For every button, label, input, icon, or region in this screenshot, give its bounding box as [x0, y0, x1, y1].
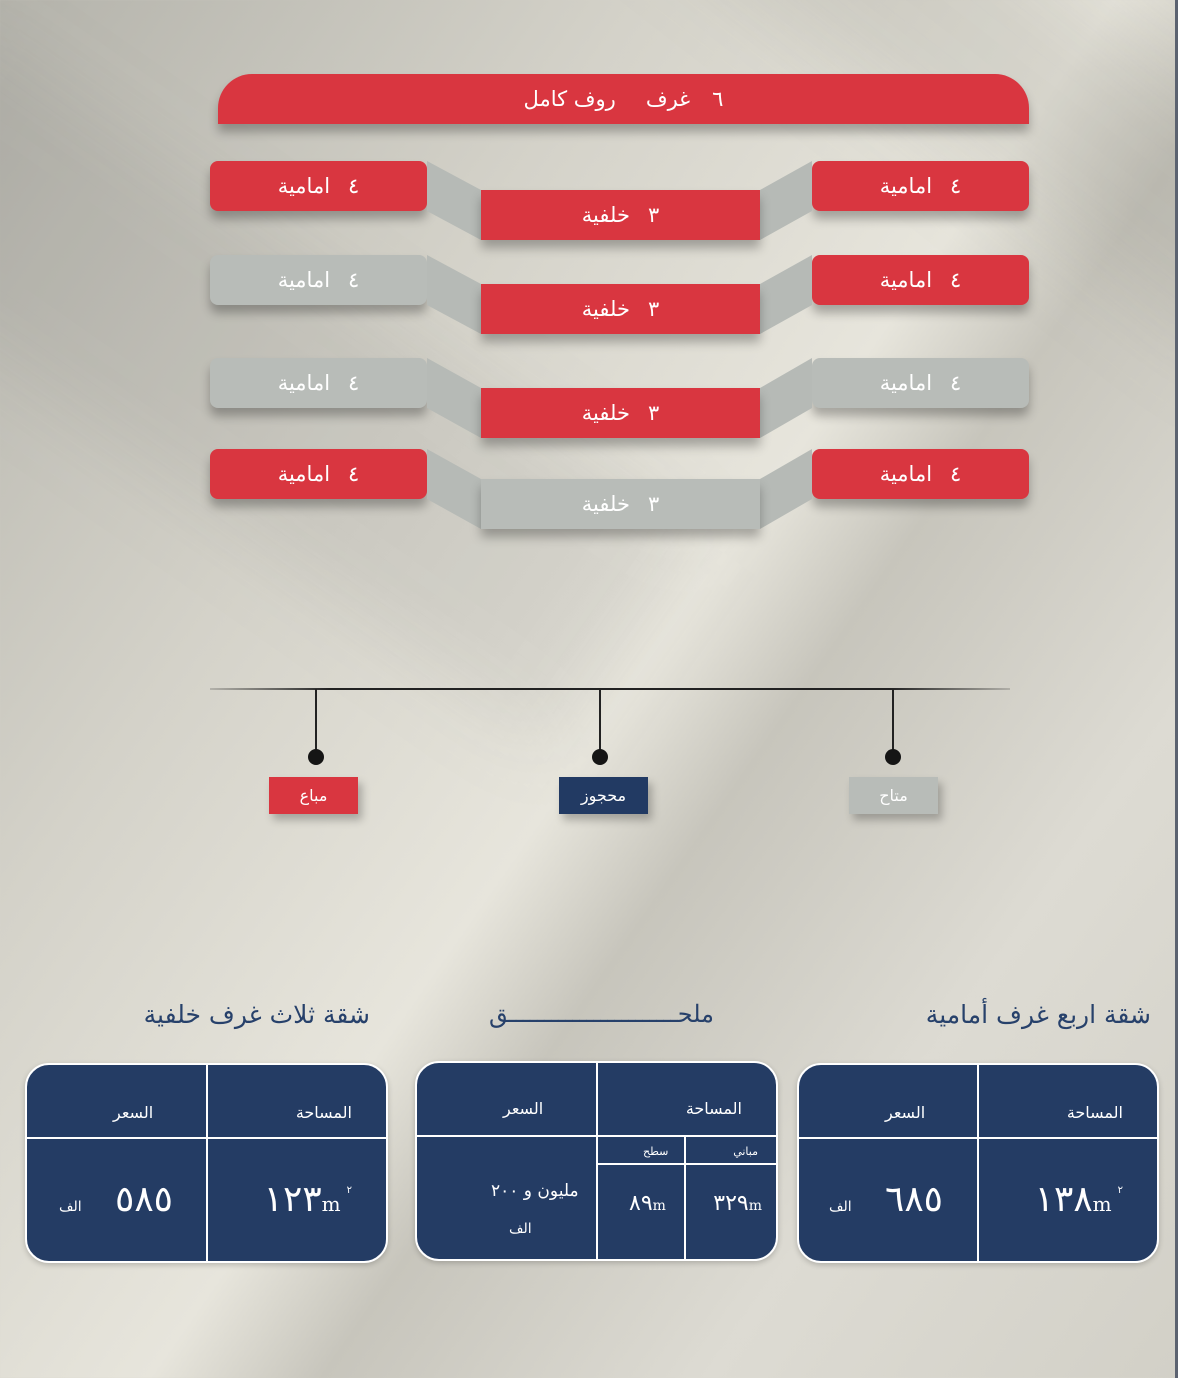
building-label: مباني — [733, 1145, 758, 1158]
unit-rooms: ٤ — [348, 268, 360, 292]
price-value: ٦٨٥ — [885, 1179, 944, 1220]
price-unit: الف — [829, 1199, 852, 1215]
unit-label: امامية — [277, 462, 331, 486]
card-title-front4: شقة اربع غرف أمامية — [925, 1000, 1151, 1029]
unit-label: خلفية — [581, 203, 630, 227]
unit-label: خلفية — [581, 297, 630, 321]
unit-label: امامية — [277, 371, 331, 395]
unit-floor1-left[interactable] — [210, 161, 427, 211]
roof-area: ٨٩m — [629, 1191, 666, 1216]
price-header: السعر — [503, 1099, 544, 1118]
price-header: السعر — [113, 1103, 154, 1122]
roof-label: روف كامل — [523, 87, 616, 111]
area-value: $١٢٣m^٢$ — [263, 1179, 352, 1220]
card-title-annex: ملحــــــــــــــــــــــــق — [488, 1000, 714, 1028]
legend-sold: مباع — [269, 777, 358, 814]
legend-stem — [315, 689, 317, 755]
legend-dot — [885, 749, 901, 765]
legend-dot — [592, 749, 608, 765]
unit-label: امامية — [879, 174, 933, 198]
unit-rooms: ٤ — [950, 268, 962, 292]
connector-right — [760, 358, 812, 438]
legend-reserved: محجوز — [559, 777, 648, 814]
price-unit: الف — [59, 1199, 82, 1215]
area-header: المساحة — [295, 1103, 352, 1122]
price-value: ٥٨٥ — [115, 1179, 174, 1220]
roof-unit[interactable] — [218, 74, 1029, 124]
unit-floor3-right[interactable] — [812, 358, 1029, 408]
unit-rooms: ٣ — [647, 401, 660, 425]
unit-floor2-right[interactable] — [812, 255, 1029, 305]
price-header: السعر — [885, 1103, 926, 1122]
legend-line — [210, 688, 1010, 690]
price-value: مليون و ٢٠٠ — [491, 1181, 579, 1201]
unit-label: خلفية — [581, 401, 630, 425]
unit-floor4-left[interactable] — [210, 449, 427, 499]
unit-label: امامية — [277, 268, 331, 292]
unit-floor2-middle[interactable] — [481, 284, 760, 334]
unit-floor4-middle[interactable] — [481, 479, 760, 529]
unit-rooms: ٣ — [647, 203, 660, 227]
unit-rooms: ٤ — [950, 462, 962, 486]
legend-available: متاح — [849, 777, 938, 814]
area-header: المساحة — [685, 1099, 742, 1118]
connector-right — [760, 255, 812, 334]
unit-label: امامية — [879, 371, 933, 395]
unit-floor4-right[interactable] — [812, 449, 1029, 499]
price-unit: الف — [509, 1221, 532, 1237]
connector-right — [760, 161, 812, 240]
area-value: $١٣٨m^٢$ — [1034, 1179, 1123, 1220]
connector-left — [427, 161, 481, 240]
roof-rooms-count: ٦ — [712, 87, 724, 111]
unit-rooms: ٤ — [348, 462, 360, 486]
unit-label: خلفية — [581, 492, 630, 516]
unit-rooms: ٣ — [647, 297, 660, 321]
connector-right — [760, 449, 812, 529]
card-front4 — [797, 1063, 1159, 1263]
unit-rooms: ٤ — [348, 174, 360, 198]
unit-floor3-left[interactable] — [210, 358, 427, 408]
unit-rooms: ٣ — [647, 492, 660, 516]
roof-label: سطح — [643, 1145, 669, 1158]
card-back3 — [25, 1063, 388, 1263]
unit-floor1-right[interactable] — [812, 161, 1029, 211]
legend-stem — [892, 689, 894, 755]
legend-dot — [308, 749, 324, 765]
unit-floor2-left[interactable] — [210, 255, 427, 305]
unit-rooms: ٤ — [950, 174, 962, 198]
legend-stem — [599, 689, 601, 755]
card-title-back3: شقة ثلاث غرف خلفية — [143, 1000, 370, 1029]
unit-label: امامية — [879, 462, 933, 486]
unit-label: امامية — [277, 174, 331, 198]
unit-rooms: ٤ — [348, 371, 360, 395]
connector-left — [427, 255, 481, 334]
unit-floor1-middle[interactable] — [481, 190, 760, 240]
area-header: المساحة — [1066, 1103, 1123, 1122]
unit-floor3-middle[interactable] — [481, 388, 760, 438]
card-annex — [415, 1061, 778, 1261]
roof-rooms-word: غرف — [645, 87, 691, 111]
building-area: ٣٢٩m — [713, 1191, 762, 1216]
unit-label: امامية — [879, 268, 933, 292]
unit-rooms: ٤ — [950, 371, 962, 395]
